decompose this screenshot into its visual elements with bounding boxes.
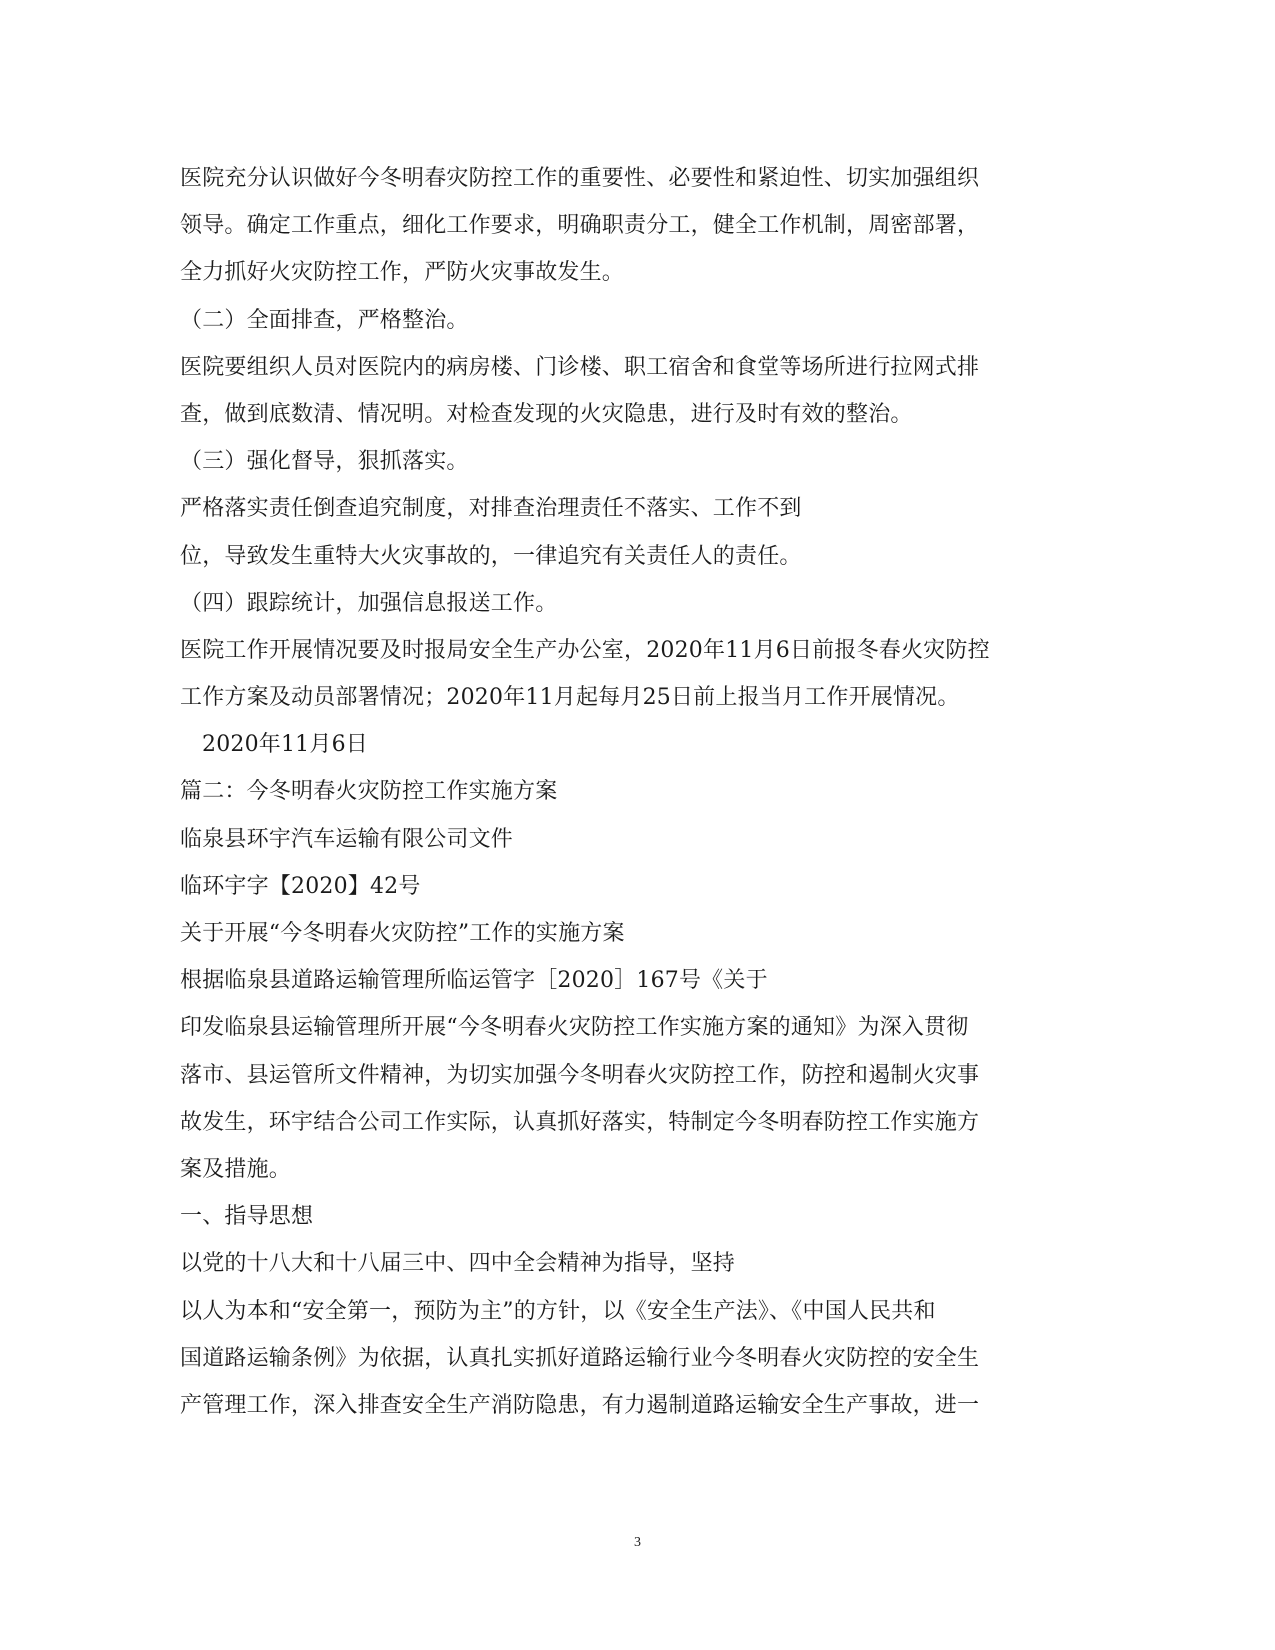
- paragraph-line: 医院要组织人员对医院内的病房楼、门诊楼、职工宿舍和食堂等场所进行拉网式排: [180, 354, 980, 380]
- paragraph-line: 全力抓好火灾防控工作，严防火灾事故发生。: [180, 260, 625, 286]
- paragraph-line: 故发生，环宇结合公司工作实际，认真抓好落实，特制定今冬明春防控工作实施方: [180, 1109, 980, 1135]
- paragraph-line: 工作方案及动员部署情况；2020年11月起每月25日前上报当月工作开展情况。: [180, 685, 960, 711]
- paragraph-line: 医院充分认识做好今冬明春灾防控工作的重要性、必要性和紧迫性、切实加强组织: [180, 166, 980, 191]
- paragraph-line: 案及措施。: [180, 1156, 292, 1182]
- paragraph-line: 医院工作开展情况要及时报局安全生产办公室，2020年11月6日前报冬春火灾防控: [180, 637, 990, 663]
- paragraph-line: 国道路运输条例》为依据，认真扎实抓好道路运输行业今冬明春火灾防控的安全生: [180, 1345, 980, 1371]
- section-heading: （四）跟踪统计，加强信息报送工作。: [180, 590, 558, 616]
- paragraph-line: 根据临泉县道路运输管理所临运管字［2020］167号《关于: [180, 968, 768, 994]
- document-body: [180, 155, 1060, 1429]
- article-title: 篇二：今冬明春火灾防控工作实施方案: [180, 779, 558, 805]
- paragraph-line: 以人为本和“安全第一，预防为主”的方针，以《安全生产法》、《中国人民共和: [180, 1298, 936, 1324]
- section-heading: （三）强化督导，狠抓落实。: [180, 449, 469, 475]
- paragraph-line: 位，导致发生重特大火灾事故的，一律追究有关责任人的责任。: [180, 543, 802, 569]
- company-document-header: 临泉县环宇汽车运输有限公司文件: [180, 826, 514, 852]
- document-date: 2020年11月6日: [202, 732, 368, 758]
- document-title: 关于开展“今冬明春火灾防控”工作的实施方案: [180, 921, 625, 946]
- paragraph-line: 产管理工作，深入排查安全生产消防隐患，有力遏制道路运输安全生产事故，进一: [180, 1392, 980, 1418]
- paragraph-line: 查，做到底数清、情况明。对检查发现的火灾隐患，进行及时有效的整治。: [180, 401, 913, 427]
- paragraph-line: 落市、县运管所文件精神，为切实加强今冬明春火灾防控工作，防控和遏制火灾事: [180, 1062, 980, 1088]
- paragraph-line: 印发临泉县运输管理所开展“今冬明春火灾防控工作实施方案的通知》为深入贯彻: [180, 1015, 969, 1041]
- paragraph-line: 以党的十八大和十八届三中、四中全会精神为指导，坚持: [180, 1251, 736, 1277]
- paragraph-line: 严格落实责任倒查追究制度，对排查治理责任不落实、工作不到: [180, 496, 802, 522]
- document-number: 临环宇字【2020】42号: [180, 873, 421, 899]
- section-heading: 一、指导思想: [180, 1204, 314, 1230]
- page-number: 3: [634, 1535, 641, 1550]
- section-heading: （二）全面排查，严格整治。: [180, 307, 469, 333]
- paragraph-line: 领导。确定工作重点，细化工作要求，明确职责分工，健全工作机制，周密部署，: [180, 213, 980, 239]
